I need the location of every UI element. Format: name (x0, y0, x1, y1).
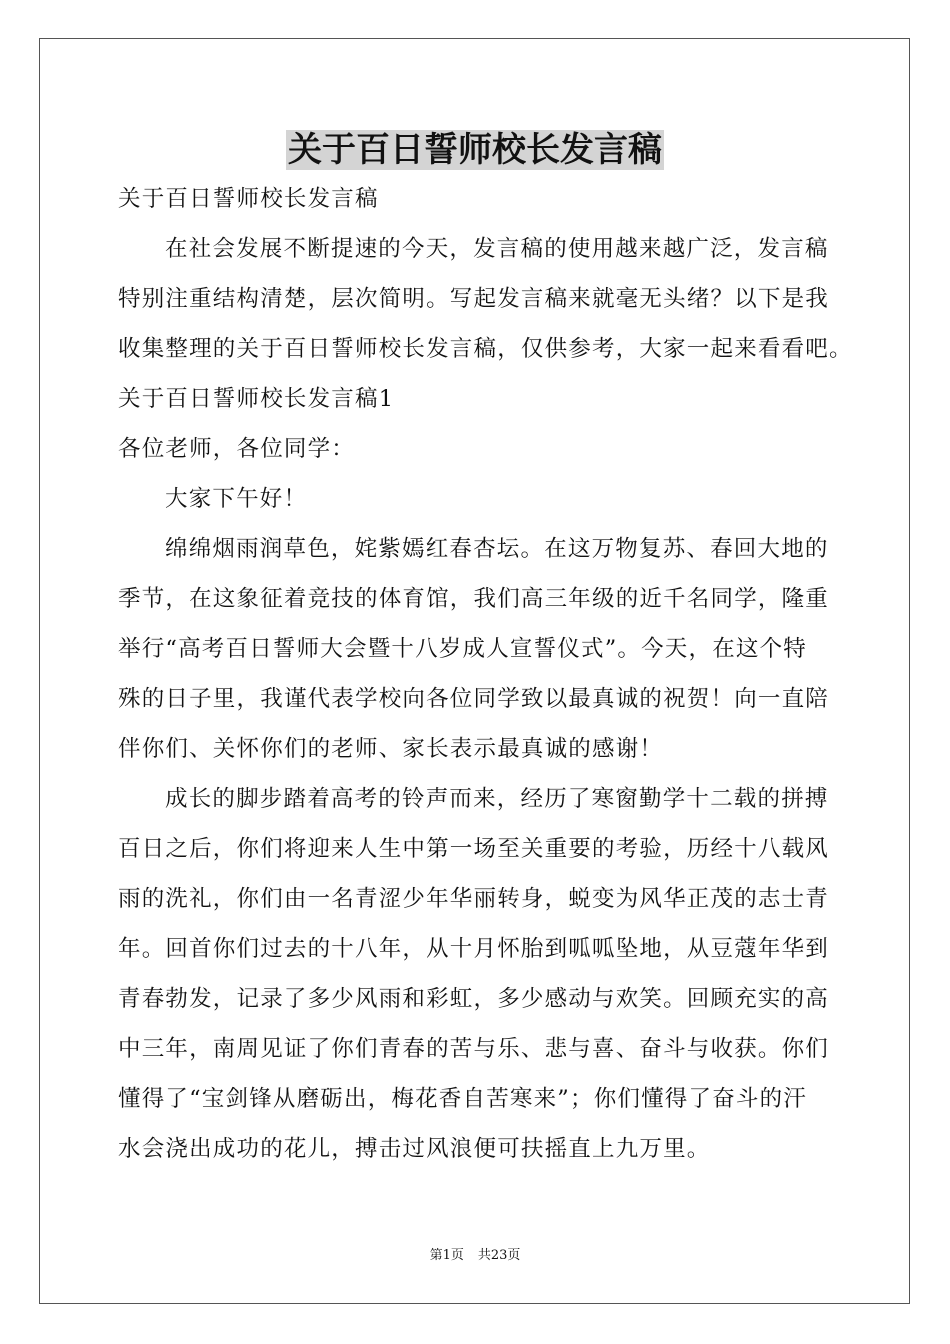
body-line: 雨的洗礼，你们由一名青涩少年华丽转身，蜕变为风华正茂的志士青 (118, 886, 830, 912)
body-line: 殊的日子里，我谨代表学校向各位同学致以最真诚的祝贺！向一直陪 (118, 686, 830, 712)
section-heading: 关于百日誓师校长发言稿1 (118, 386, 395, 412)
body-line: 青春勃发，记录了多少风雨和彩虹，多少感动与欢笑。回顾充实的高 (118, 986, 830, 1012)
subtitle-line: 关于百日誓师校长发言稿 (118, 186, 379, 212)
body-line: 在社会发展不断提速的今天，发言稿的使用越来越广泛，发言稿 (165, 236, 829, 262)
body-line: 伴你们、关怀你们的老师、家长表示最真诚的感谢！ (118, 736, 664, 762)
body-line: 特别注重结构清楚，层次简明。写起发言稿来就毫无头绪？以下是我 (118, 286, 830, 312)
page-total: 共23页 (477, 1248, 521, 1263)
page-number: 第1页 (429, 1248, 464, 1263)
body-line: 举行“高考百日誓师大会暨十八岁成人宣誓仪式”。今天，在这个特 (118, 636, 808, 662)
page-footer (0, 1247, 950, 1265)
body-line: 懂得了“宝剑锋从磨砺出，梅花香自苦寒来”；你们懂得了奋斗的汗 (118, 1086, 808, 1112)
body-line: 季节，在这象征着竞技的体育馆，我们高三年级的近千名同学，隆重 (118, 586, 830, 612)
salutation-line: 各位老师，各位同学： (118, 436, 356, 462)
body-line: 水会浇出成功的花儿，搏击过风浪便可扶摇直上九万里。 (118, 1136, 711, 1162)
body-line: 年。回首你们过去的十八年，从十月怀胎到呱呱坠地，从豆蔻年华到 (118, 936, 830, 962)
greeting-line: 大家下午好！ (165, 486, 308, 512)
document-title (0, 124, 950, 176)
body-line: 收集整理的关于百日誓师校长发言稿，仅供参考，大家一起来看看吧。 (118, 336, 853, 362)
body-line: 成长的脚步踏着高考的铃声而来，经历了寒窗勤学十二载的拼搏 (165, 786, 829, 812)
page-border (39, 38, 910, 1304)
body-line: 中三年，南周见证了你们青春的苦与乐、悲与喜、奋斗与收获。你们 (118, 1036, 830, 1062)
body-line: 绵绵烟雨润草色，姹紫嫣红春杏坛。在这万物复苏、春回大地的 (165, 536, 829, 562)
body-line: 百日之后，你们将迎来人生中第一场至关重要的考验，历经十八载风 (118, 836, 830, 862)
document-title-text: 关于百日誓师校长发言稿 (288, 130, 662, 170)
